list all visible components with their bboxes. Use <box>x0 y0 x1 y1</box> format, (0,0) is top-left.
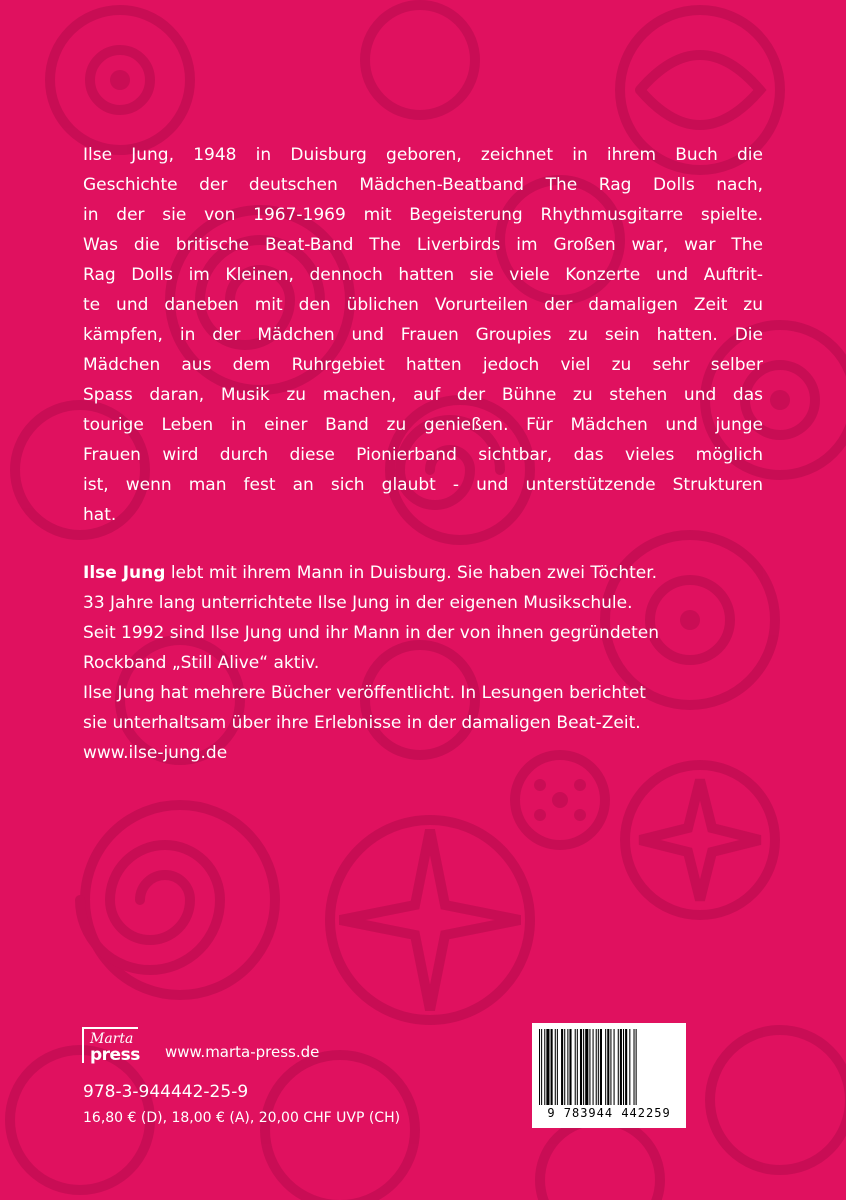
description-line: Spass daran, Musik zu machen, auf der Bühne zu stehen und das <box>83 385 763 405</box>
barcode-bar <box>593 1029 594 1105</box>
description-line: Geschichte der deutschen Mädchen-Beatband The Rag Dolls nach, <box>83 175 763 195</box>
description-line: ist, wenn man fest an sich glaubt - und unterstützende Strukturen <box>83 475 763 495</box>
author-bio-line: Ilse Jung hat mehrere Bücher veröffentlicht. In Lesungen berichtet <box>83 683 646 703</box>
marta-press-logo <box>80 1025 152 1063</box>
barcode-bar <box>625 1029 627 1105</box>
barcode-icon <box>539 1029 679 1105</box>
barcode-bar <box>583 1029 584 1105</box>
barcode-bar <box>596 1029 597 1105</box>
barcode-bar <box>575 1029 576 1105</box>
barcode-bar <box>544 1029 545 1105</box>
barcode-bar <box>564 1029 565 1105</box>
author-bio-line: Seit 1992 sind Ilse Jung und ihr Mann in der von ihnen gegründeten <box>83 623 659 643</box>
author-bio <box>83 558 763 768</box>
barcode-bar <box>555 1029 556 1105</box>
barcode-bar <box>567 1029 568 1105</box>
price-info: 16,80 € (D), 18,00 € (A), 20,00 CHF UVP (CH) <box>83 1110 401 1126</box>
description-line: tourige Leben in einer Band zu genießen. Für Mädchen und junge <box>83 415 763 435</box>
author-name: Ilse Jung <box>83 563 166 583</box>
author-bio-line: 33 Jahre lang unterrichtete Ilse Jung in der eigenen Musikschule. <box>83 593 633 613</box>
author-bio-first-line-rest: lebt mit ihrem Mann in Duisburg. Sie haben zwei Töchter. <box>165 563 658 583</box>
barcode-bar <box>600 1029 602 1105</box>
description-line: in der sie von 1967-1969 mit Begeisterung Rhythmusgitarre spielte. <box>83 205 763 225</box>
barcode-box <box>532 1023 686 1128</box>
barcode-bar <box>598 1029 599 1105</box>
barcode-bar <box>629 1029 630 1105</box>
barcode-bar <box>539 1029 540 1105</box>
back-cover-text <box>83 140 763 768</box>
author-bio-line: Rockband „Still Alive“ aktiv. <box>83 653 320 673</box>
publisher-url[interactable]: www.marta-press.de <box>165 1043 320 1061</box>
barcode-bar <box>620 1029 622 1105</box>
isbn-number: 978-3-944442-25-9 <box>83 1082 249 1102</box>
barcode-bar <box>607 1029 609 1105</box>
description-line: Rag Dolls im Kleinen, dennoch hatten sie viele Konzerte und Auftrit- <box>83 265 763 285</box>
barcode-bar <box>589 1029 590 1105</box>
author-website-link[interactable]: www.ilse-jung.de <box>83 743 228 763</box>
author-bio-first-line <box>83 558 763 588</box>
barcode-bar <box>551 1029 553 1105</box>
barcode-digits: 9 783944 442259 <box>547 1106 671 1120</box>
barcode-bar <box>623 1029 624 1105</box>
barcode-bar <box>605 1029 606 1105</box>
description-line: te und daneben mit den üblichen Vorurteilen der damaligen Zeit zu <box>83 295 763 315</box>
description-line: Frauen wird durch diese Pionierband sichtbar, das vieles möglich <box>83 445 763 465</box>
description-line: Mädchen aus dem Ruhrgebiet hatten jedoch viel zu sehr selber <box>83 355 763 375</box>
book-description <box>83 140 763 530</box>
description-line: Was die britische Beat-Band The Liverbirds im Großen war, war The <box>83 235 763 255</box>
barcode-bar <box>610 1029 611 1105</box>
barcode-bar <box>614 1029 615 1105</box>
description-line: kämpfen, in der Mädchen und Frauen Groupies zu sein hatten. Die <box>83 325 763 345</box>
publisher-block <box>80 1025 380 1065</box>
barcode-bar <box>585 1029 588 1105</box>
logo-text-press: press <box>90 1045 140 1065</box>
author-bio-line: sie unterhaltsam über ihre Erlebnisse in der damaligen Beat-Zeit. <box>83 713 641 733</box>
barcode-bar <box>569 1029 571 1105</box>
barcode-bar <box>634 1029 635 1105</box>
logo-text-marta: Marta <box>90 1031 134 1047</box>
barcode-bar <box>618 1029 619 1105</box>
barcode-bar <box>541 1029 542 1105</box>
barcode-bar <box>561 1029 563 1105</box>
barcode-bar <box>557 1029 558 1105</box>
barcode-bar <box>577 1029 578 1105</box>
description-line: hat. <box>83 505 117 525</box>
barcode-bar <box>580 1029 582 1105</box>
barcode-bar <box>546 1029 549 1105</box>
description-line: Ilse Jung, 1948 in Duisburg geboren, zeichnet in ihrem Buch die <box>83 145 763 165</box>
barcode-bar <box>636 1029 637 1105</box>
